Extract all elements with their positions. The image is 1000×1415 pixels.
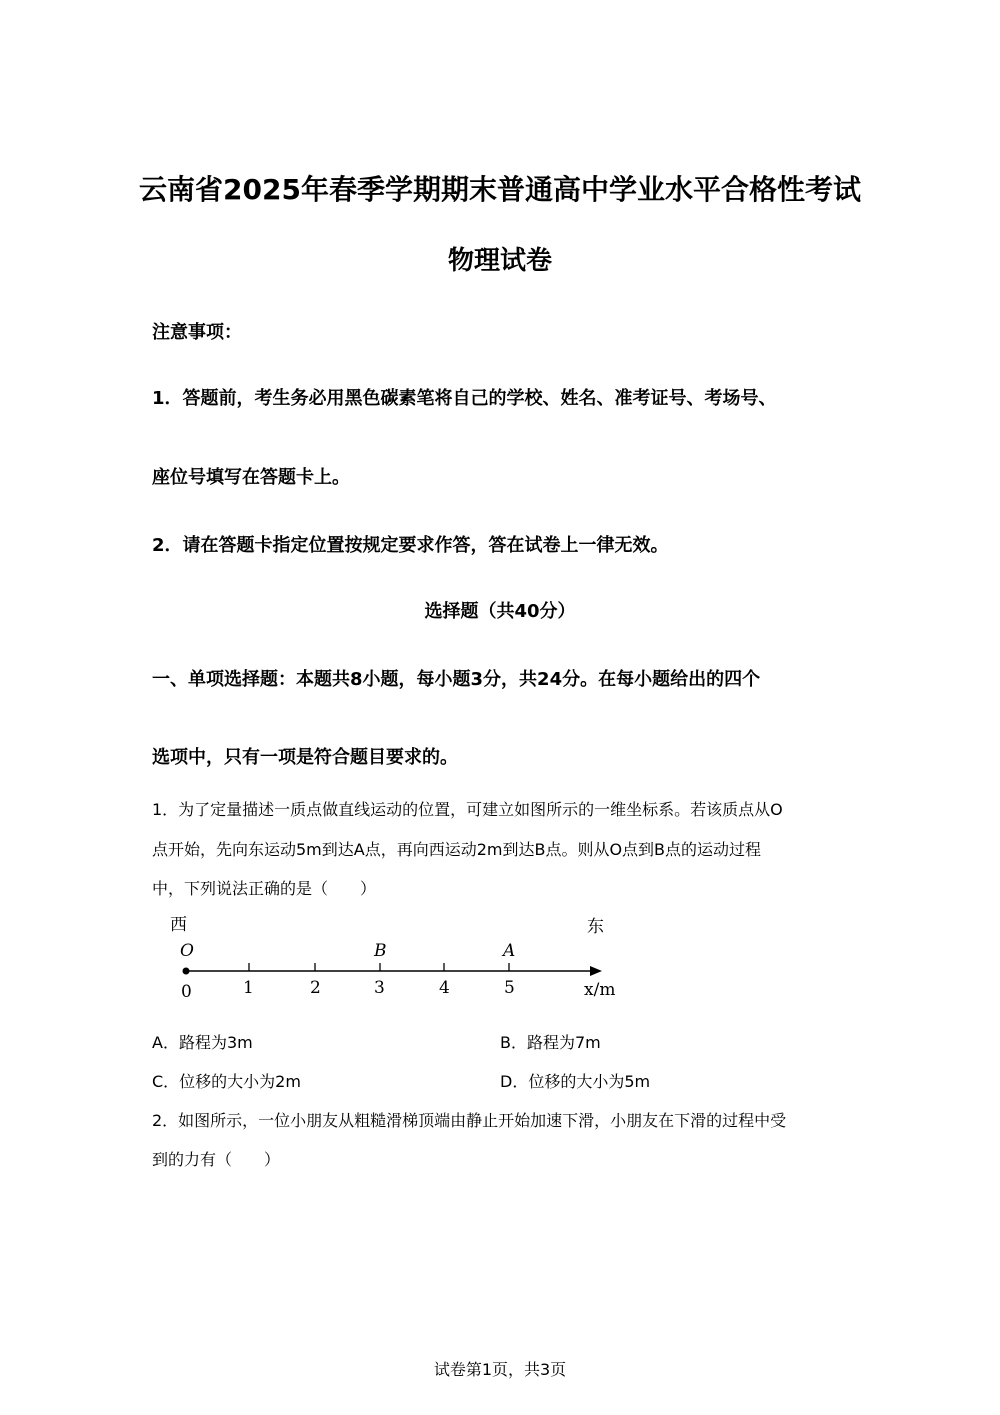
q1-option-b: B．路程为7m (500, 1033, 601, 1052)
part1-instructions-line-2: 选项中，只有一项是符合题目要求的。 (152, 747, 458, 768)
origin-dot (183, 968, 190, 975)
tick-label-0: 0 (181, 982, 192, 1002)
notice-item-1-line-1: 1．答题前，考生务必用黑色碳素笔将自己的学校、姓名、准考证号、考场号、 (152, 388, 777, 409)
q1-option-c: C．位移的大小为2m (152, 1072, 301, 1091)
q1-stem-line-3: 中，下列说法正确的是（ ） (152, 879, 377, 898)
section-heading: 选择题（共40分） (424, 601, 576, 622)
axis-arrow (590, 966, 602, 976)
tick-label-4: 4 (439, 978, 450, 998)
exam-subtitle: 物理试卷 (447, 246, 552, 276)
q1-stem-line-2: 点开始，先向东运动5m到达A点，再向西运动2m到达B点。则从O点到B点的运动过程 (152, 840, 762, 859)
notice-heading: 注意事项： (152, 322, 242, 343)
axis-unit-label: x/m (584, 980, 616, 1000)
part1-instructions-line-1: 一、单项选择题：本题共8小题，每小题3分，共24分。在每小题给出的四个 (152, 669, 761, 690)
q1-option-a: A．路程为3m (152, 1033, 253, 1052)
tick-label-1: 1 (243, 978, 254, 998)
q1-option-d: D．位移的大小为5m (500, 1072, 651, 1091)
east-label: 东 (587, 917, 604, 937)
exam-title: 云南省2025年春季学期期末普通高中学业水平合格性考试 (139, 173, 861, 206)
q2-stem-line-1: 2．如图所示，一位小朋友从粗糙滑梯顶端由静止开始加速下滑，小朋友在下滑的过程中受 (152, 1111, 787, 1130)
tick-label-5: 5 (504, 978, 515, 998)
page-footer: 试卷第1页，共3页 (433, 1360, 567, 1379)
point-o-label: O (180, 941, 194, 961)
q1-stem-line-1: 1．为了定量描述一质点做直线运动的位置，可建立如图所示的一维坐标系。若该质点从O (152, 800, 783, 819)
notice-item-1-line-2: 座位号填写在答题卡上。 (152, 467, 350, 488)
tick-label-3: 3 (374, 978, 385, 998)
point-a-label: A (503, 941, 516, 961)
west-label: 西 (170, 915, 187, 935)
point-b-label: B (374, 941, 387, 961)
q2-stem-line-2: 到的力有（ ） (152, 1150, 281, 1169)
coordinate-axis-figure (160, 905, 660, 1005)
tick-label-2: 2 (310, 978, 321, 998)
notice-item-2: 2．请在答题卡指定位置按规定要求作答，答在试卷上一律无效。 (152, 535, 669, 556)
